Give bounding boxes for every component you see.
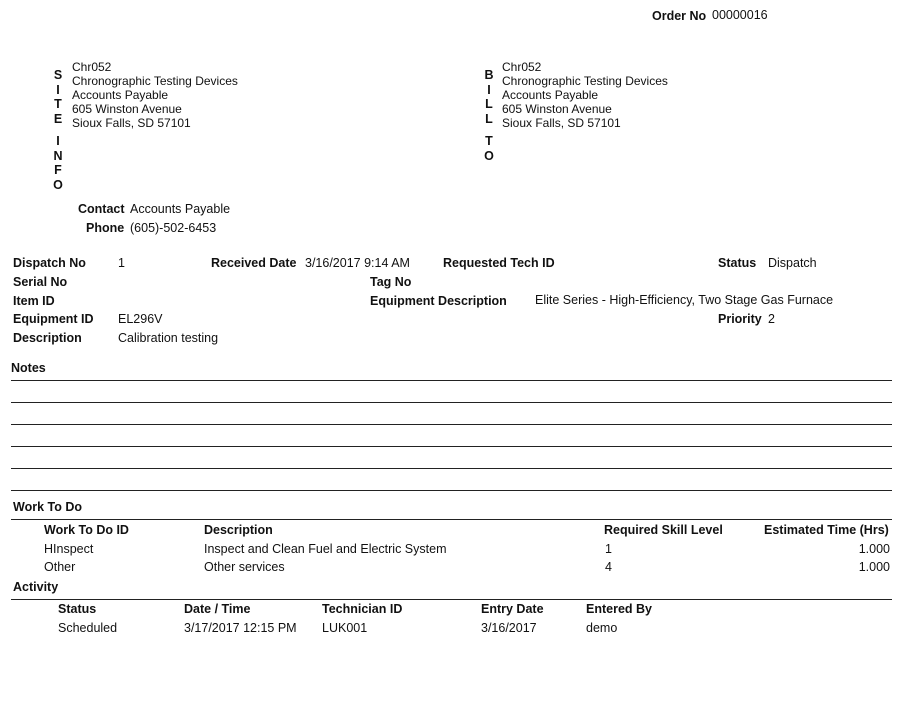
work-header-description: Description [204,523,273,537]
status-label: Status [718,256,757,270]
equipment-id-label: Equipment ID [13,312,94,326]
activity-header-technician: Technician ID [322,602,403,616]
equipment-id-value: EL296V [118,312,163,326]
work-to-do-title: Work To Do [13,500,82,514]
work-header-time: Estimated Time (Hrs) [764,523,889,537]
equipment-description-label: Equipment Description [370,294,507,308]
dispatch-no-value: 1 [118,256,125,270]
description-value: Calibration testing [118,331,219,345]
description-label: Description [13,331,82,345]
dispatch-no-label: Dispatch No [13,256,86,270]
priority-value: 2 [768,312,775,326]
activity-divider [11,599,892,600]
equipment-description-value: Elite Series - High-Efficiency, Two Stage Gas Furnace [535,293,834,307]
notes-line [11,490,892,491]
bill-address: Chr052 Chronographic Testing Devices Accounts Payable 605 Winston Avenue Sioux Falls, SD 57101 [502,60,668,130]
bill-to-vertical-label: B I L L T O [484,68,494,163]
site-address: Chr052 Chronographic Testing Devices Accounts Payable 605 Winston Avenue Sioux Falls, SD 57101 [72,60,238,130]
activity-header-entered-by: Entered By [586,602,652,616]
activity-row-entry-date: 3/16/2017 [481,621,537,635]
activity-row-datetime: 3/17/2017 12:15 PM [184,621,297,635]
notes-line [11,380,892,381]
notes-line [11,424,892,425]
activity-header-status: Status [58,602,97,616]
order-no-value: 00000016 [712,8,768,22]
serial-no-label: Serial No [13,275,68,289]
work-row-description: Other services [204,560,285,574]
status-value: Dispatch [768,256,817,270]
activity-title: Activity [13,580,59,594]
notes-title: Notes [11,361,46,375]
work-row-skill: 4 [605,560,612,574]
notes-line [11,402,892,403]
activity-header-entry-date: Entry Date [481,602,544,616]
site-info-vertical-label: S I T E I N F O [53,68,63,192]
tag-no-label: Tag No [370,275,412,289]
requested-tech-label: Requested Tech ID [443,256,555,270]
received-date-value: 3/16/2017 9:14 AM [305,256,410,270]
work-row-time: 1.000 [858,560,890,574]
activity-header-datetime: Date / Time [184,602,251,616]
notes-line [11,468,892,469]
phone-label: Phone [86,221,125,235]
activity-row-entered-by: demo [586,621,618,635]
contact-label: Contact [78,202,125,216]
work-row-id: HInspect [44,542,94,556]
contact-value: Accounts Payable [130,202,231,216]
activity-row-technician: LUK001 [322,621,368,635]
priority-label: Priority [718,312,762,326]
work-row-skill: 1 [605,542,612,556]
notes-line [11,446,892,447]
work-to-do-divider [11,519,892,520]
work-header-id: Work To Do ID [44,523,129,537]
phone-value: (605)-502-6453 [130,221,217,235]
order-no-label: Order No [652,9,707,23]
received-date-label: Received Date [211,256,297,270]
work-row-id: Other [44,560,76,574]
activity-row-status: Scheduled [58,621,118,635]
work-header-skill: Required Skill Level [604,523,723,537]
item-id-label: Item ID [13,294,55,308]
work-row-time: 1.000 [858,542,890,556]
work-row-description: Inspect and Clean Fuel and Electric System [204,542,447,556]
